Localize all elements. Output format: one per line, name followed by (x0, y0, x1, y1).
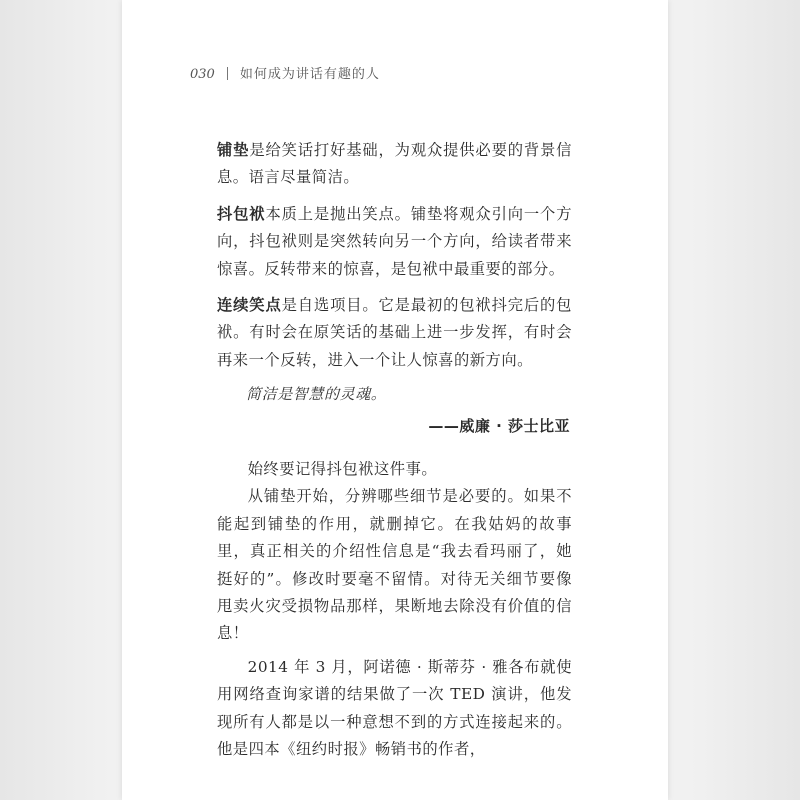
book-page (122, 0, 668, 800)
book-title: 如何成为讲话有趣的人 (239, 67, 380, 82)
paragraph-tag (217, 292, 572, 374)
epigraph-quote: 简洁是智慧的灵魂。 (246, 385, 387, 403)
paragraph-punchline (217, 201, 572, 283)
definition-setup: 是给笑话打好基础，为观众提供必要的背景信息。语言尽量简洁。 (217, 141, 572, 187)
running-header (190, 63, 380, 82)
definitions-block (217, 137, 572, 374)
paragraph-cut-details: 从铺垫开始，分辨哪些细节是必要的。如果不能起到铺垫的作用，就删掉它。在我姑妈的故事里，真正相关的介绍性信息是“我去看玛丽了，她挺好的”。修改时要毫不留情。对待无关细节要像甩卖火灾受损物品那样，果断地去除没有价值的信息！ (217, 487, 572, 643)
definition-tag: 是自选项目。它是最初的包袱抖完后的包袱。有时会在原笑话的基础上进一步发挥，有时会再来一个反转，进入一个让人惊喜的新方向。 (217, 296, 572, 369)
term-setup: 铺垫 (217, 141, 250, 159)
epigraph-attribution: ——威廉 · 莎士比亚 (428, 417, 570, 435)
paragraph-reminder: 始终要记得抖包袱这件事。 (247, 460, 438, 478)
page-number: 030 (190, 67, 215, 82)
body-block (217, 456, 572, 763)
paragraph-setup (217, 137, 572, 192)
term-tag: 连续笑点 (217, 296, 282, 315)
definition-punchline: 本质上是抛出笑点。铺垫将观众引向一个方向，抖包袱则是突然转向另一个方向，给读者带来惊喜。反转带来的惊喜，是包袱中最重要的部分。 (217, 204, 572, 278)
paragraph-ted-talk: 2014 年 3 月，阿诺德 · 斯蒂芬 · 雅各布就使用网络查询家谱的结果做了一次 TED 演讲，他发现所有人都是以一种意想不到的方式连接起来的。他是四本《纽约时报》畅销书的作者， (217, 657, 572, 759)
term-punchline: 抖包袱 (217, 204, 266, 223)
header-divider (227, 67, 228, 80)
